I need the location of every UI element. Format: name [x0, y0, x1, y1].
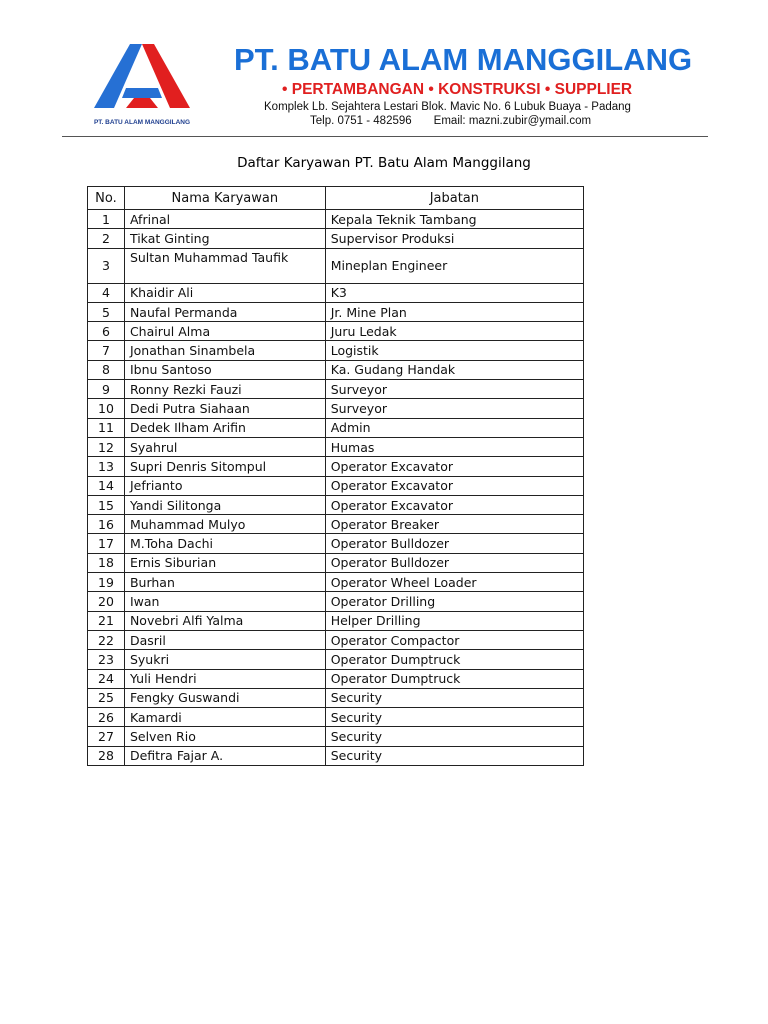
column-header-name: Nama Karyawan: [124, 187, 325, 210]
triangle-logo-icon: [92, 42, 192, 120]
table-row: [88, 476, 584, 495]
employee-name: Tikat Ginting: [124, 229, 325, 248]
table-row: [88, 708, 584, 727]
table-row: [88, 360, 584, 379]
table-row: [88, 669, 584, 688]
table-row: [88, 495, 584, 514]
employee-name: Yuli Hendri: [124, 669, 325, 688]
employee-position: Surveyor: [325, 399, 583, 418]
row-number: 22: [88, 630, 125, 649]
employee-position: Operator Drilling: [325, 592, 583, 611]
employee-name: Ronny Rezki Fauzi: [124, 380, 325, 399]
employee-name: Naufal Permanda: [124, 302, 325, 321]
column-header-position: Jabatan: [325, 187, 583, 210]
company-contact: [310, 115, 591, 127]
table-row: [88, 418, 584, 437]
row-number: 7: [88, 341, 125, 360]
table-row: [88, 650, 584, 669]
employee-position: Juru Ledak: [325, 322, 583, 341]
column-header-no: No.: [88, 187, 125, 210]
row-number: 18: [88, 553, 125, 572]
table-row: [88, 437, 584, 456]
employee-position: Security: [325, 746, 583, 765]
employee-table: [87, 186, 584, 766]
row-number: 27: [88, 727, 125, 746]
row-number: 16: [88, 515, 125, 534]
row-number: 6: [88, 322, 125, 341]
table-row: [88, 746, 584, 765]
employee-name: M.Toha Dachi: [124, 534, 325, 553]
row-number: 24: [88, 669, 125, 688]
row-number: 4: [88, 283, 125, 302]
row-number: 8: [88, 360, 125, 379]
table-row: [88, 688, 584, 707]
letterhead: [62, 38, 708, 134]
company-address: Komplek Lb. Sejahtera Lestari Blok. Mavic No. 6 Lubuk Buaya - Padang: [264, 101, 631, 113]
employee-name: Ibnu Santoso: [124, 360, 325, 379]
employee-position: Operator Excavator: [325, 457, 583, 476]
table-row: [88, 534, 584, 553]
row-number: 20: [88, 592, 125, 611]
employee-position: Surveyor: [325, 380, 583, 399]
employee-name: Yandi Silitonga: [124, 495, 325, 514]
employee-name: Ernis Siburian: [124, 553, 325, 572]
table-row: [88, 322, 584, 341]
table-row: [88, 302, 584, 321]
company-email: Email: mazni.zubir@ymail.com: [433, 115, 592, 127]
table-row: [88, 592, 584, 611]
row-number: 28: [88, 746, 125, 765]
table-row: [88, 553, 584, 572]
employee-name: Burhan: [124, 573, 325, 592]
row-number: 10: [88, 399, 125, 418]
employee-position: Kepala Teknik Tambang: [325, 210, 583, 229]
table-row: [88, 283, 584, 302]
row-number: 11: [88, 418, 125, 437]
employee-position: Ka. Gudang Handak: [325, 360, 583, 379]
table-row: [88, 229, 584, 248]
row-number: 26: [88, 708, 125, 727]
row-number: 15: [88, 495, 125, 514]
employee-position: Operator Dumptruck: [325, 669, 583, 688]
employee-position: Security: [325, 688, 583, 707]
company-tagline: • PERTAMBANGAN • KONSTRUKSI • SUPPLIER: [282, 81, 633, 98]
employee-name: Syukri: [124, 650, 325, 669]
row-number: 3: [88, 248, 125, 283]
row-number: 14: [88, 476, 125, 495]
company-name: PT. BATU ALAM MANGGILANG: [234, 42, 693, 77]
row-number: 17: [88, 534, 125, 553]
employee-name: Iwan: [124, 592, 325, 611]
row-number: 23: [88, 650, 125, 669]
table-row: [88, 727, 584, 746]
employee-name: Chairul Alma: [124, 322, 325, 341]
row-number: 25: [88, 688, 125, 707]
employee-position: Security: [325, 727, 583, 746]
employee-name: Muhammad Mulyo: [124, 515, 325, 534]
row-number: 1: [88, 210, 125, 229]
employee-name: Sultan Muhammad Taufik: [124, 248, 325, 283]
employee-name: Selven Rio: [124, 727, 325, 746]
employee-position: K3: [325, 283, 583, 302]
employee-table-body: [88, 210, 584, 766]
employee-position: Supervisor Produksi: [325, 229, 583, 248]
employee-name: Kamardi: [124, 708, 325, 727]
employee-name: Novebri Alfi Yalma: [124, 611, 325, 630]
row-number: 2: [88, 229, 125, 248]
table-row: [88, 515, 584, 534]
employee-name: Dedi Putra Siahaan: [124, 399, 325, 418]
employee-position: Humas: [325, 437, 583, 456]
company-logo: [92, 42, 192, 128]
employee-name: Supri Denris Sitompul: [124, 457, 325, 476]
employee-position: Operator Excavator: [325, 495, 583, 514]
employee-position: Operator Excavator: [325, 476, 583, 495]
table-row: [88, 210, 584, 229]
row-number: 12: [88, 437, 125, 456]
table-header-row: [88, 187, 584, 210]
row-number: 5: [88, 302, 125, 321]
company-phone: Telp. 0751 - 482596: [310, 115, 412, 127]
employee-position: Logistik: [325, 341, 583, 360]
table-row: [88, 248, 584, 283]
table-row: [88, 341, 584, 360]
employee-name: Defitra Fajar A.: [124, 746, 325, 765]
row-number: 9: [88, 380, 125, 399]
employee-position: Operator Breaker: [325, 515, 583, 534]
employee-position: Operator Wheel Loader: [325, 573, 583, 592]
logo-caption: PT. BATU ALAM MANGGILANG: [93, 119, 191, 126]
header-divider: [62, 136, 708, 137]
employee-name: Dasril: [124, 630, 325, 649]
row-number: 19: [88, 573, 125, 592]
row-number: 13: [88, 457, 125, 476]
employee-name: Dedek Ilham Arifin: [124, 418, 325, 437]
table-row: [88, 457, 584, 476]
employee-name: Jefrianto: [124, 476, 325, 495]
table-row: [88, 611, 584, 630]
employee-position: Security: [325, 708, 583, 727]
employee-position: Mineplan Engineer: [325, 248, 583, 283]
employee-position: Operator Dumptruck: [325, 650, 583, 669]
employee-position: Operator Bulldozer: [325, 534, 583, 553]
table-row: [88, 573, 584, 592]
document-title: Daftar Karyawan PT. Batu Alam Manggilang: [237, 155, 531, 171]
employee-position: Helper Drilling: [325, 611, 583, 630]
employee-position: Admin: [325, 418, 583, 437]
employee-position: Operator Compactor: [325, 630, 583, 649]
table-row: [88, 399, 584, 418]
employee-name: Jonathan Sinambela: [124, 341, 325, 360]
table-row: [88, 630, 584, 649]
employee-position: Jr. Mine Plan: [325, 302, 583, 321]
row-number: 21: [88, 611, 125, 630]
employee-position: Operator Bulldozer: [325, 553, 583, 572]
employee-name: Afrinal: [124, 210, 325, 229]
table-row: [88, 380, 584, 399]
employee-name: Khaidir Ali: [124, 283, 325, 302]
employee-name: Syahrul: [124, 437, 325, 456]
employee-name: Fengky Guswandi: [124, 688, 325, 707]
